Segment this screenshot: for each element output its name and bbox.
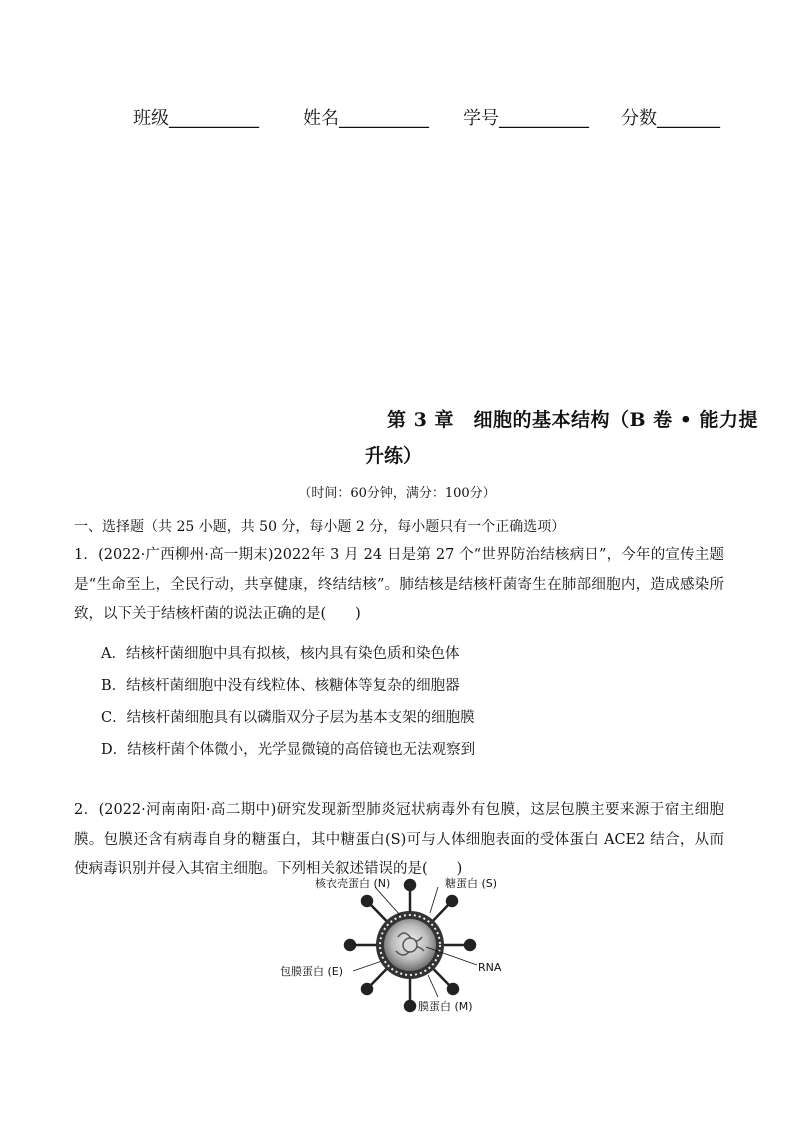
- chapter-title-continued: 升练）: [365, 445, 423, 467]
- label-envelope-protein: 包膜蛋白 (E): [280, 965, 344, 978]
- question-1-option-a[interactable]: A．结核杆菌细胞中具有拟核，核内具有染色质和染色体: [101, 646, 460, 662]
- name-field[interactable]: 姓名__________: [303, 108, 429, 129]
- exam-time-score: （时间：60分钟，满分：100分）: [298, 486, 496, 501]
- question-1-option-b[interactable]: B．结核杆菌细胞中没有线粒体、核糖体等复杂的细胞器: [101, 678, 460, 694]
- label-nucleocapsid-protein: 核衣壳蛋白 (N): [315, 877, 391, 890]
- section-heading: 一、选择题（共 25 小题，共 50 分，每小题 2 分，每小题只有一个正确选项）: [74, 519, 566, 535]
- coronavirus-diagram: [270, 865, 530, 1025]
- question-1-option-c[interactable]: C．结核杆菌细胞具有以磷脂双分子层为基本支架的细胞膜: [101, 710, 475, 726]
- question-2-stem: 2．(2022·河南南阳·高二期中)研究发现新型肺炎冠状病毒外有包膜，这层包膜主要来源于宿主细胞膜。包膜还含有病毒自身的糖蛋白，其中糖蛋白(S)可与人体细胞表面的受体蛋白 ACE2 结合，从而使病毒识别并侵入其宿主细胞。下列相关叙述错误的是( ): [74, 802, 724, 877]
- question-1-stem: 1．(2022·广西柳州·高一期末)2022年 3 月 24 日是第 27 个“世界防治结核病日”，今年的宣传主题是“生命至上，全民行动，共享健康，终结结核”。肺结核是结核杆菌寄生在肺部细胞内，造成感染所致，以下关于结核杆菌的说法正确的是( ): [74, 547, 724, 622]
- chapter-title: 第 3 章 细胞的基本结构（B 卷 • 能力提: [387, 409, 758, 431]
- class-field[interactable]: 班级__________: [133, 108, 259, 129]
- score-field[interactable]: 分数_______: [621, 108, 720, 129]
- student-info-row: [133, 104, 733, 130]
- student-id-field[interactable]: 学号__________: [463, 108, 589, 129]
- label-rna: RNA: [478, 961, 502, 974]
- label-glycoprotein-s: 糖蛋白 (S): [445, 877, 498, 890]
- label-membrane-protein: 膜蛋白 (M): [418, 1000, 473, 1013]
- question-1-option-d[interactable]: D．结核杆菌个体微小，光学显微镜的高倍镜也无法观察到: [101, 742, 476, 758]
